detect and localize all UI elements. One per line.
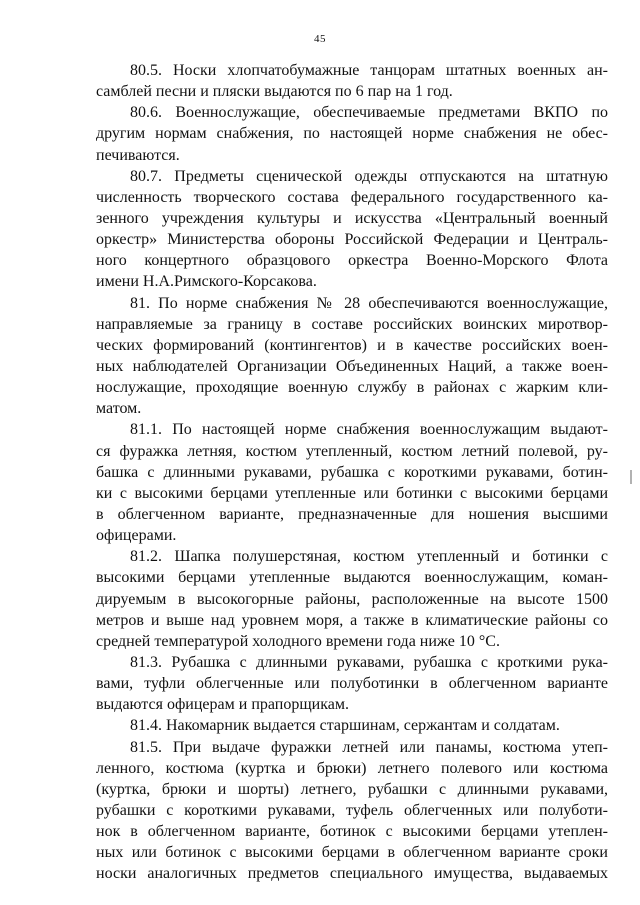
text-line: самблей песни и пляски выдаются по 6 пар на 1 год. <box>96 83 453 101</box>
text-line: выдаются офицерам и прапорщикам. <box>96 696 349 714</box>
text-line: высокими берцами утепленные выдаются военнослужащим, коман- <box>96 569 608 587</box>
text-line: (куртка, брюки и шорты) летнего, рубашки с длинными рукавами, <box>96 780 608 798</box>
text-line: дируемым в высокогорные районы, расположенные на высоте 1500 <box>96 590 608 608</box>
text-line: ных наблюдателей Организации Объединенных Наций, а также воен- <box>96 357 608 375</box>
text-line: 81. По норме снабжения № 28 обеспечиваются военнослужащие, <box>130 294 608 312</box>
text-line: ки с высокими берцами утепленные или ботинки с высокими берцами <box>96 484 608 502</box>
text-line: 81.4. Накомарник выдается старшинам, сержантам и солдатам. <box>130 717 560 735</box>
scan-edge-mark <box>630 470 632 484</box>
text-line: вами, туфли облегченные или полуботинки в облегченном варианте <box>96 675 608 693</box>
text-line: имени Н.А.Римского-Корсакова. <box>96 273 317 291</box>
text-line: печиваются. <box>96 146 180 164</box>
text-line: в облегченном варианте, предназначенные для ношения высшими <box>96 505 608 523</box>
text-line: средней температурой холодного времени года ниже 10 °С. <box>96 632 500 650</box>
text-line: другим нормам снабжения, по настоящей норме снабжения не обес- <box>96 125 608 143</box>
text-line: нослужащие, проходящие военную службу в районах с жарким кли- <box>96 379 608 397</box>
text-line: ленного, костюма (куртка и брюки) летнего полевого или костюма <box>96 759 608 777</box>
text-line: носки аналогичных предметов специального имущества, выдаваемых <box>96 865 608 883</box>
text-line: матом. <box>96 400 142 418</box>
text-line: 81.3. Рубашка с длинными рукавами, рубашка с кроткими рука- <box>130 653 608 671</box>
page-number: 45 <box>314 33 326 45</box>
text-line: метров и выше над уровнем моря, а также в климатические районы со <box>96 611 608 629</box>
text-line: нок в облегченном варианте, ботинок с высокими берцами утеплен- <box>96 823 608 841</box>
text-line: 80.6. Военнослужащие, обеспечиваемые предметами ВКПО по <box>130 104 608 122</box>
text-line: рубашки с короткими рукавами, туфель облегченных или полуботи- <box>96 801 608 819</box>
text-line: численность творческого состава федерального государственного ка- <box>96 188 608 206</box>
text-line: башка с длинными рукавами, рубашка с короткими рукавами, ботин- <box>96 463 608 481</box>
text-line: ных или ботинок с высокими берцами в облегченном варианте сроки <box>96 844 608 862</box>
text-line: ного концертного образцового оркестра Военно-Морского Флота <box>96 252 608 270</box>
document-body <box>96 60 608 884</box>
text-line: направляемые за границу в составе российских воинских миротвор- <box>96 315 608 333</box>
text-line: ческих формирований (контингентов) и в качестве российских воен- <box>96 336 608 354</box>
text-line: 80.5. Носки хлопчатобумажные танцорам штатных военных ан- <box>130 62 608 79</box>
text-line: зенного учреждения культуры и искусства «Центральный военный <box>96 209 608 227</box>
text-line: 81.2. Шапка полушерстяная, костюм утепленный и ботинки с <box>130 548 608 566</box>
text-line: 80.7. Предметы сценической одежды отпускаются на штатную <box>130 167 608 185</box>
text-line: 81.5. При выдаче фуражки летней или панамы, костюма утеп- <box>130 738 608 756</box>
text-line: офицерами. <box>96 527 177 545</box>
text-line: ся фуражка летняя, костюм утепленный, костюм летний полевой, ру- <box>96 442 608 460</box>
text-line: оркестр» Министерства обороны Российской Федерации и Централь- <box>96 231 608 249</box>
text-line: 81.1. По настоящей норме снабжения военнослужащим выдают- <box>130 421 608 439</box>
